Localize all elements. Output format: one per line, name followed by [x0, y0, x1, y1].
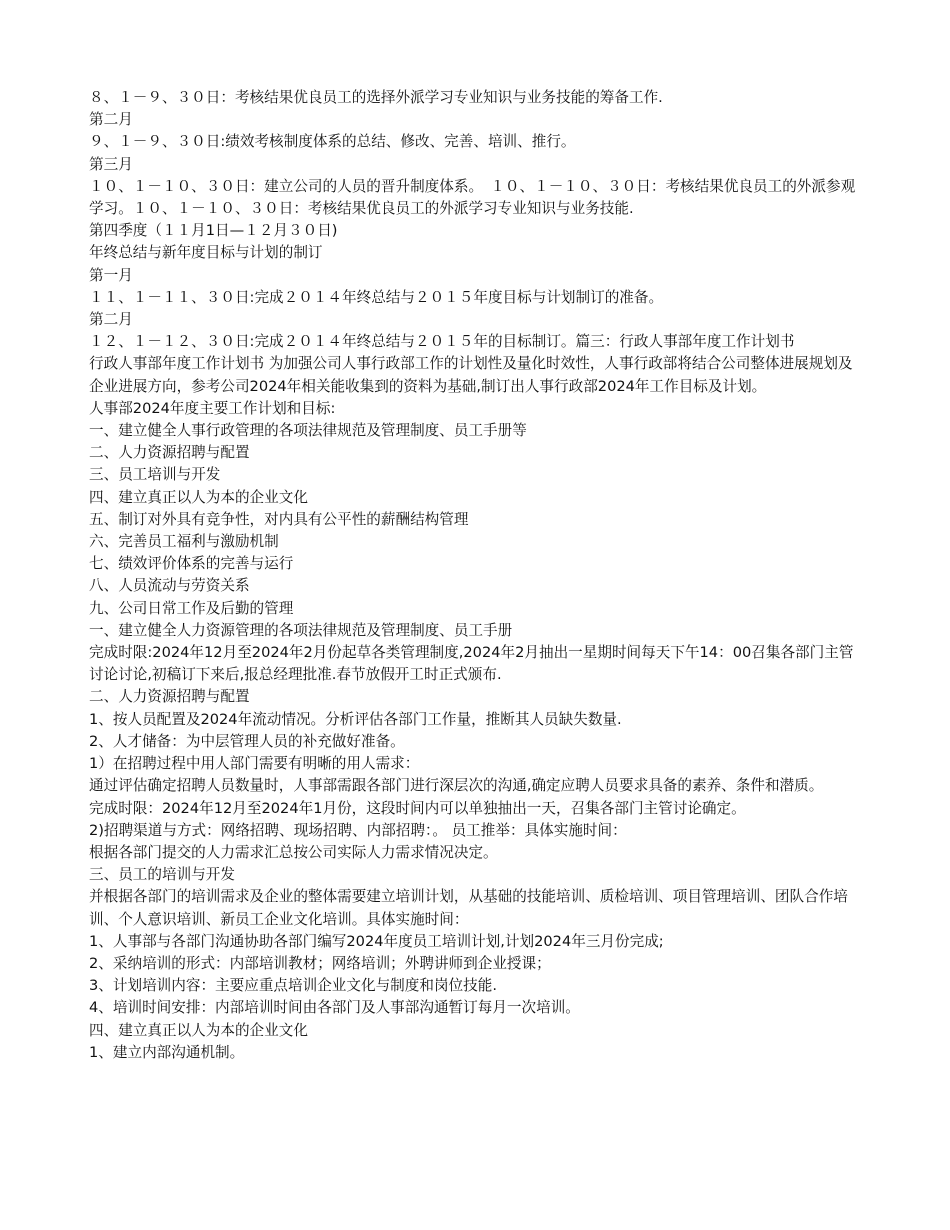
section-heading: 第三月 — [89, 155, 133, 173]
list-item: 1、建立内部沟通机制。 — [89, 1043, 245, 1061]
list-item: 1、人事部与各部门沟通协助各部门编写2024年度员工培训计划,计划2024年三月份完成; — [89, 932, 664, 950]
list-item: 七、绩效评价体系的完善与运行 — [89, 555, 294, 573]
list-item: 3、计划培训内容：主要应重点培训企业文化与制度和岗位技能. — [89, 977, 497, 995]
text-line: 年终总结与新年度目标与计划的制订 — [89, 244, 323, 262]
section-heading: 第二月 — [89, 311, 133, 329]
text-paragraph: 行政人事部年度工作计划书 为加强公司人事行政部工作的计划性及量化时效性，人事行政部将结合公司整体进展规划及企业进展方向，参考公司2024年相关能收集到的资料为基础,制订出人事行政部2024年工作目标及计划。 — [89, 355, 853, 395]
list-item: 四、建立真正以人为本的企业文化 — [89, 488, 308, 506]
text-line: ９、１－９、３０日:绩效考核制度体系的总结、修改、完善、培训、推行。 — [89, 133, 576, 151]
section-heading: 第二月 — [89, 111, 133, 129]
section-heading: 三、员工的培训与开发 — [89, 866, 235, 884]
text-line: １１、１－１１、３０日:完成２０１４年终总结与２０１５年度目标与计划制订的准备。 — [89, 288, 664, 306]
text-line: 完成时限：2024年12月至2024年1月份，这段时间内可以单独抽出一天，召集各部门主管讨论确定。 — [89, 799, 746, 817]
section-heading: 一、建立健全人力资源管理的各项法律规范及管理制度、员工手册 — [89, 621, 513, 639]
text-paragraph: 完成时限:2024年12月至2024年2月份起草各类管理制度,2024年2月抽出一星期时间每天下午14：00召集各部门主管讨论讨论,初稿订下来后,报总经理批准.春节放假开工时正式颁布. — [89, 644, 854, 684]
list-item: 2、采纳培训的形式：内部培训教材；网络培训；外聘讲师到企业授课； — [89, 954, 551, 972]
document-page — [89, 87, 864, 1064]
list-item: 八、人员流动与劳资关系 — [89, 577, 250, 595]
text-paragraph: １０、１－１０、３０日：建立公司的人员的晋升制度体系。 １０、１－１０、３０日：考核结果优良员工的外派参观学习。１０、１－１０、３０日：考核结果优良员工的外派学习专业知识与业务技能. — [89, 177, 856, 218]
section-heading: 二、人力资源招聘与配置 — [89, 688, 250, 706]
list-item: 三、员工培训与开发 — [89, 466, 221, 484]
list-item: 五、制订对外具有竞争性，对内具有公平性的薪酬结构管理 — [89, 510, 469, 528]
text-paragraph: １２、１－１２、３０日:完成２０１４年终总结与２０１５年的目标制订。篇三：行政人事部年度工作计划书 — [89, 333, 795, 351]
text-line: 2)招聘渠道与方式：网络招聘、现场招聘、内部招聘：。 员工推举：具体实施时间： — [89, 821, 627, 839]
text-line: 人事部2024年度主要工作计划和目标: — [89, 399, 336, 417]
text-line: 1）在招聘过程中用人部门需要有明晰的用人需求： — [89, 755, 420, 773]
text-paragraph: 通过评估确定招聘人员数量时，人事部需跟各部门进行深层次的沟通,确定应聘人员要求具备的素养、条件和潜质。 — [89, 777, 824, 795]
text-line: ８、１－９、３０日：考核结果优良员工的选择外派学习专业知识与业务技能的筹备工作. — [89, 89, 663, 106]
list-item: 一、建立健全人事行政管理的各项法律规范及管理制度、员工手册等 — [89, 422, 527, 440]
list-item: 1、按人员配置及2024年流动情况。分析评估各部门工作量，推断其人员缺失数量. — [89, 710, 622, 728]
list-item: 九、公司日常工作及后勤的管理 — [89, 599, 294, 617]
section-heading: 第一月 — [89, 266, 133, 284]
list-item: 2、人才储备：为中层管理人员的补充做好准备。 — [89, 732, 405, 750]
list-item: 4、培训时间安排：内部培训时间由各部门及人事部沟通暂订每月一次培训。 — [89, 999, 580, 1017]
text-line: 根据各部门提交的人力需求汇总按公司实际人力需求情况决定。 — [89, 843, 498, 861]
section-heading: 四、建立真正以人为本的企业文化 — [89, 1021, 308, 1039]
section-heading: 第四季度（１１月1日—１２月３０日) — [89, 222, 338, 240]
text-paragraph: 并根据各部门的培训需求及企业的整体需要建立培训计划，从基础的技能培训、质检培训、项目管理培训、团队合作培训、个人意识培训、新员工企业文化培训。具体实施时间： — [89, 888, 848, 928]
list-item: 二、人力资源招聘与配置 — [89, 444, 250, 462]
list-item: 六、完善员工福利与激励机制 — [89, 533, 279, 551]
